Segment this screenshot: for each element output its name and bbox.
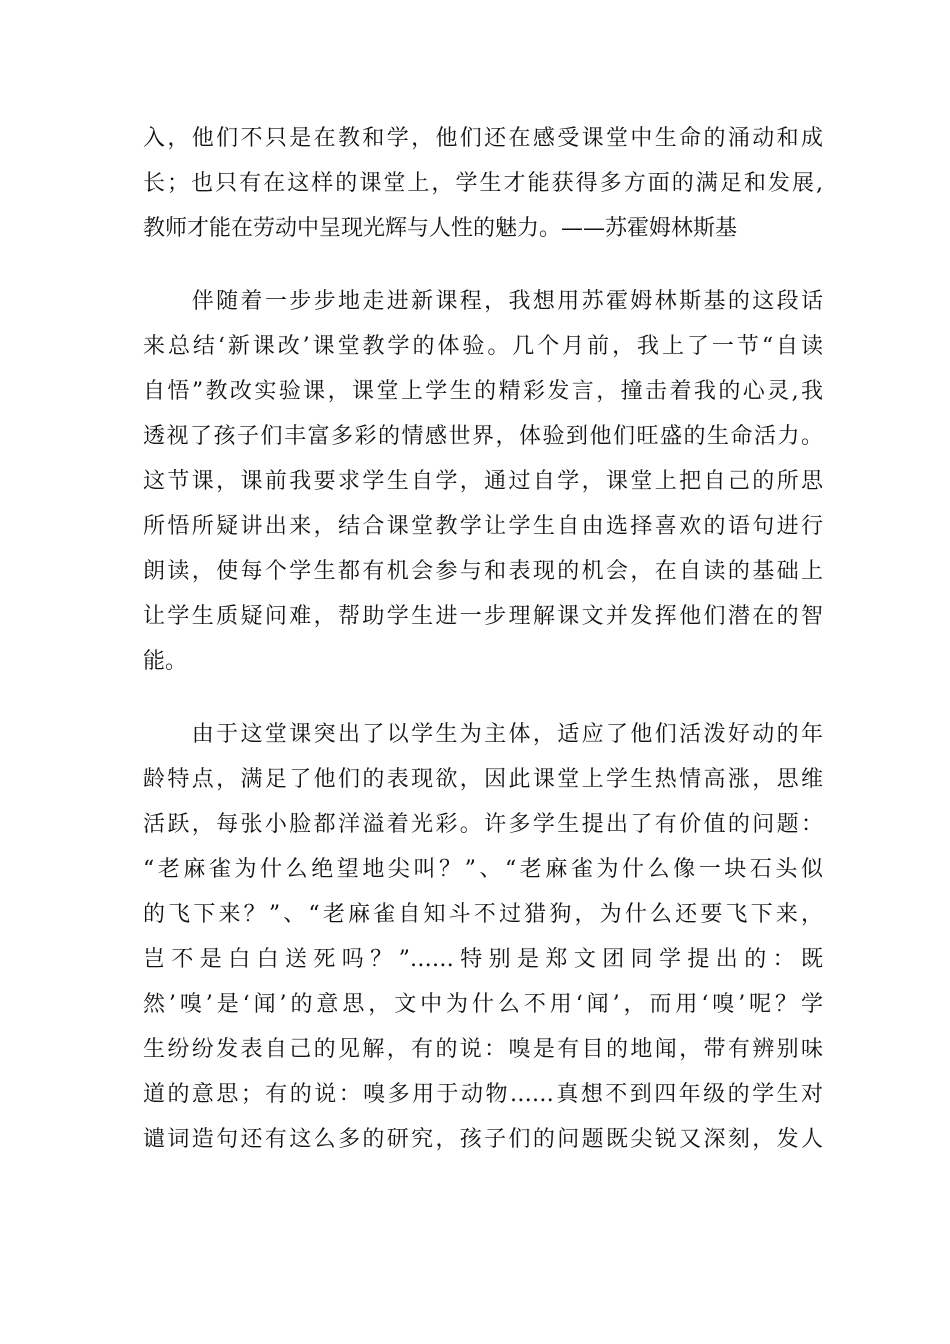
text-line: 谴词造句还有这么多的研究，孩子们的问题既尖锐又深刻，发人 bbox=[143, 1127, 823, 1152]
paragraph-student-questions bbox=[143, 712, 823, 1162]
text-line: 道的意思；有的说：嗅多用于动物……真想不到四年级的学生对 bbox=[143, 1082, 823, 1107]
text-line: 生纷纷发表自己的见解，有的说：嗅是有目的地闻，带有辨别味 bbox=[143, 1037, 823, 1062]
text-line: 龄特点，满足了他们的表现欲，因此课堂上学生热情高涨，思维 bbox=[143, 767, 823, 792]
paragraph-gap bbox=[143, 251, 823, 279]
text-line: 透视了孩子们丰富多彩的情感世界，体验到他们旺盛的生命活力。 bbox=[143, 424, 823, 449]
text-line: 让学生质疑问难，帮助学生进一步理解课文并发挥他们潜在的智 bbox=[143, 604, 823, 629]
text-line: 入，他们不只是在教和学，他们还在感受课堂中生命的涌动和成 bbox=[143, 126, 823, 151]
text-line: “老麻雀为什么绝望地尖叫？”、“老麻雀为什么像一块石头似 bbox=[143, 857, 823, 882]
document-page bbox=[143, 116, 823, 1162]
text-line: 长；也只有在这样的课堂上，学生才能获得多方面的满足和发展, bbox=[143, 171, 823, 196]
text-line: 来总结‘新课改’课堂教学的体验。几个月前，我上了一节“自读 bbox=[143, 334, 823, 359]
text-line: 活跃，每张小脸都洋溢着光彩。许多学生提出了有价值的问题： bbox=[143, 812, 823, 837]
text-line: 所悟所疑讲出来，结合课堂教学让学生自由选择喜欢的语句进行 bbox=[143, 514, 823, 539]
text-line: 岂不是白白送死吗？”……特别是郑文团同学提出的：既 bbox=[143, 947, 823, 972]
paragraph-lesson-experience bbox=[143, 279, 823, 684]
paragraph-gap bbox=[143, 684, 823, 712]
text-line: 的飞下来？”、“老麻雀自知斗不过猎狗，为什么还要飞下来， bbox=[143, 902, 823, 927]
text-line: 教师才能在劳动中呈现光辉与人性的魅力。——苏霍姆林斯基 bbox=[143, 216, 738, 241]
paragraph-quote bbox=[143, 116, 823, 251]
text-line: 然’嗅’是‘闻’的意思，文中为什么不用‘闻’，而用‘嗅’呢？学 bbox=[143, 992, 823, 1017]
text-line: 由于这堂课突出了以学生为主体，适应了他们活泼好动的年 bbox=[143, 722, 823, 747]
text-line: 这节课，课前我要求学生自学，通过自学，课堂上把自己的所思 bbox=[143, 469, 823, 494]
text-line: 能。 bbox=[143, 649, 188, 674]
text-line: 伴随着一步步地走进新课程，我想用苏霍姆林斯基的这段话 bbox=[143, 289, 823, 314]
text-line: 自悟”教改实验课，课堂上学生的精彩发言，撞击着我的心灵,我 bbox=[143, 379, 823, 404]
text-line: 朗读，使每个学生都有机会参与和表现的机会，在自读的基础上 bbox=[143, 559, 823, 584]
